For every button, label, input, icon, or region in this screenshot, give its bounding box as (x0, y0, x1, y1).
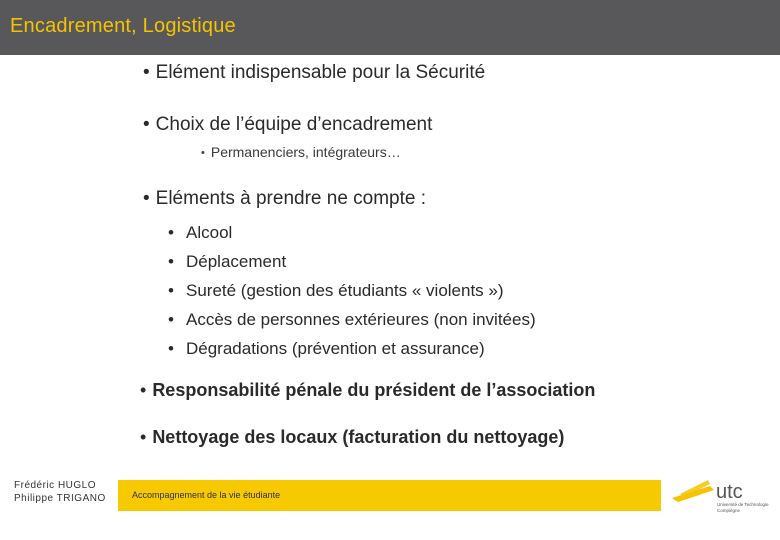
logo-subtext: Université de Technologie (717, 502, 769, 507)
bullet-dot: • (143, 62, 150, 83)
bullet-liability: • Responsabilité pénale du président de l’association (140, 380, 596, 400)
bullet-dot: • (143, 188, 150, 209)
bullet-dot: • (143, 114, 150, 135)
author-name: Frédéric HUGLO (14, 480, 97, 491)
bullet-dot: • (201, 147, 205, 159)
bullet-dot: • (140, 380, 147, 400)
bullet-team-choice: • Choix de l’équipe d’encadrement (143, 114, 433, 135)
footer-bar (118, 480, 661, 511)
bullet-dot: • (140, 427, 147, 447)
list-item: • Déplacement (168, 252, 287, 271)
list-item: • Dégradations (prévention et assurance) (168, 339, 485, 358)
considerations-list (168, 218, 536, 363)
bullet-elements: • Eléments à prendre ne compte : (143, 188, 427, 209)
logo-subtext: Compiègne (717, 508, 741, 513)
bullet-security: • Elément indispensable pour la Sécurité (143, 62, 486, 83)
sub-bullet-staff: • Permanenciers, intégrateurs… (201, 144, 401, 160)
footer-text: Accompagnement de la vie étudiante (132, 490, 281, 500)
logo-text: utc (716, 481, 743, 503)
title-bar (0, 0, 780, 55)
list-item: • Sureté (gestion des étudiants « violents ») (168, 281, 504, 300)
utc-logo (670, 472, 770, 516)
bullet-cleaning: • Nettoyage des locaux (facturation du nettoyage) (140, 427, 565, 447)
author-name: Philippe TRIGANO (14, 493, 106, 504)
page-title: Encadrement, Logistique (10, 15, 236, 37)
authors (14, 479, 106, 505)
list-item: • Alcool (168, 223, 233, 242)
list-item: • Accès de personnes extérieures (non invitées) (168, 310, 536, 329)
